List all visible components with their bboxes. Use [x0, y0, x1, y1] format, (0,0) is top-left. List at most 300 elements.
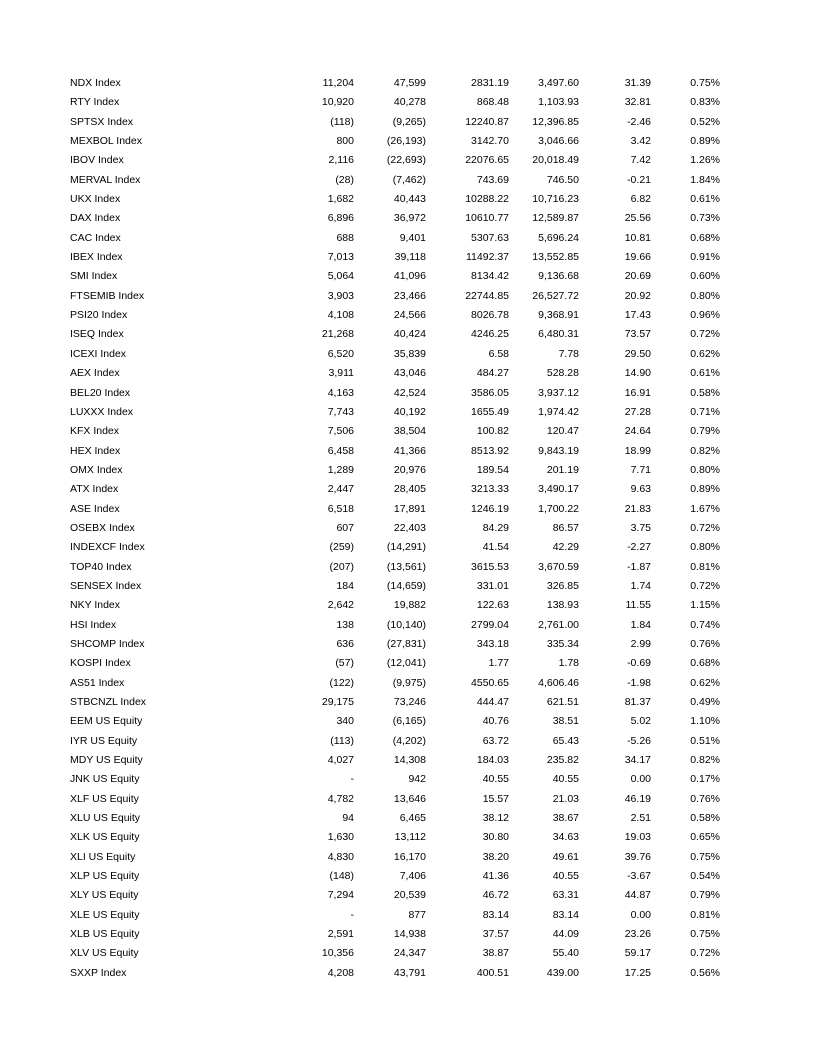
- table-cell: (148): [329, 870, 354, 883]
- table-row: [70, 654, 730, 673]
- table-cell: 13,646: [393, 792, 426, 805]
- table-cell: 23.26: [624, 928, 651, 941]
- table-cell: 2.51: [630, 812, 651, 825]
- table-cell: 27.28: [624, 405, 651, 418]
- table-cell: 35,839: [393, 347, 426, 360]
- row-label: SENSEX Index: [70, 579, 142, 592]
- table-cell: 2,447: [327, 483, 354, 496]
- table-cell: 24,566: [393, 309, 426, 322]
- table-cell: 40.55: [552, 773, 579, 786]
- table-cell: -5.26: [627, 734, 651, 747]
- table-cell: 15.57: [482, 792, 509, 805]
- table-row: [70, 500, 730, 519]
- row-label: LUXXX Index: [70, 405, 134, 418]
- row-label: SHCOMP Index: [70, 637, 145, 650]
- table-cell: (26,193): [386, 135, 426, 148]
- table-cell: 0.49%: [690, 696, 720, 708]
- table-cell: 81.37: [624, 696, 651, 708]
- row-label: SMI Index: [70, 270, 118, 283]
- table-row: [70, 74, 730, 93]
- row-label: PSI20 Index: [70, 309, 128, 322]
- table-cell: 73,246: [393, 696, 426, 708]
- row-label: XLB US Equity: [70, 928, 140, 941]
- table-cell: 1.84%: [690, 173, 720, 186]
- row-label: NDX Index: [70, 77, 121, 89]
- table-cell: 0.79%: [690, 425, 720, 438]
- table-cell: 7.71: [630, 463, 651, 476]
- table-cell: 235.82: [546, 754, 579, 767]
- table-row: [70, 558, 730, 577]
- table-cell: (4,202): [392, 734, 426, 747]
- table-cell: 5307.63: [471, 231, 509, 244]
- table-cell: 2,116: [328, 154, 354, 167]
- table-row: [70, 538, 730, 557]
- table-cell: 65.43: [552, 734, 579, 747]
- table-cell: (27,831): [386, 637, 426, 650]
- table-cell: 12,396.85: [532, 115, 579, 128]
- table-row: [70, 848, 730, 867]
- table-cell: -0.21: [627, 173, 651, 186]
- table-cell: 138.93: [546, 599, 579, 612]
- table-cell: 0.62%: [690, 676, 720, 689]
- table-row: [70, 596, 730, 615]
- table-row: [70, 906, 730, 925]
- row-label: OMX Index: [70, 463, 123, 476]
- table-cell: 2831.19: [471, 77, 509, 89]
- table-cell: 42,524: [393, 386, 426, 399]
- table-cell: 138: [336, 618, 354, 631]
- table-cell: 4,208: [327, 966, 354, 979]
- table-cell: -0.69: [627, 657, 651, 670]
- table-cell: 484.27: [476, 367, 509, 380]
- row-label: XLY US Equity: [70, 889, 139, 902]
- table-cell: 20.69: [624, 270, 651, 283]
- table-cell: 743.69: [476, 173, 509, 186]
- table-cell: 41.54: [482, 541, 509, 554]
- table-row: [70, 267, 730, 286]
- table-cell: 3.75: [630, 521, 651, 534]
- table-row: [70, 809, 730, 828]
- table-cell: 4550.65: [471, 676, 509, 689]
- table-cell: 38.51: [552, 715, 579, 728]
- table-cell: 94: [342, 812, 354, 825]
- table-cell: 0.00: [630, 773, 651, 786]
- table-row: [70, 770, 730, 789]
- table-cell: 5.02: [630, 715, 651, 728]
- table-cell: (28): [335, 173, 354, 186]
- table-cell: 0.73%: [690, 212, 720, 225]
- table-cell: 24.64: [624, 425, 651, 438]
- table-cell: 20,976: [393, 463, 426, 476]
- row-label: INDEXCF Index: [70, 541, 145, 554]
- table-cell: 46.19: [624, 792, 651, 805]
- table-cell: 7,013: [327, 251, 354, 264]
- table-cell: 0.89%: [690, 483, 720, 496]
- table-cell: 22744.85: [465, 289, 509, 302]
- table-cell: 3.42: [630, 135, 651, 148]
- table-cell: 2,591: [327, 928, 354, 941]
- table-cell: 0.83%: [690, 96, 720, 109]
- row-label: ICEXI Index: [70, 347, 127, 360]
- table-cell: 6,520: [327, 347, 354, 360]
- table-cell: -: [350, 908, 354, 921]
- table-cell: 1.15%: [690, 599, 720, 612]
- row-label: XLI US Equity: [70, 850, 136, 863]
- table-cell: 9,401: [399, 231, 426, 244]
- table-cell: 40.55: [552, 870, 579, 883]
- table-row: [70, 790, 730, 809]
- table-cell: 0.58%: [690, 386, 720, 399]
- table-cell: 120.47: [546, 425, 579, 438]
- table-cell: 0.76%: [690, 637, 720, 650]
- table-cell: 0.80%: [690, 289, 720, 302]
- table-row: [70, 132, 730, 151]
- table-cell: 1.78: [558, 657, 579, 670]
- table-cell: 0.81%: [690, 560, 720, 573]
- table-cell: 0.76%: [690, 792, 720, 805]
- table-cell: 2,642: [327, 599, 354, 612]
- table-cell: 42.29: [552, 541, 579, 554]
- table-cell: 25.56: [624, 212, 651, 225]
- row-label: FTSEMIB Index: [70, 289, 145, 302]
- table-cell: 3,046.66: [538, 135, 579, 148]
- table-cell: 14.90: [624, 367, 651, 380]
- row-label: AS51 Index: [70, 676, 125, 689]
- table-cell: 10288.22: [465, 193, 509, 206]
- table-cell: 30.80: [482, 831, 509, 844]
- table-cell: 16.91: [624, 386, 651, 399]
- table-cell: 38.87: [482, 947, 509, 960]
- table-cell: 40,192: [393, 405, 426, 418]
- row-label: IBOV Index: [70, 154, 124, 167]
- table-cell: 326.85: [546, 579, 579, 592]
- table-row: [70, 616, 730, 635]
- table-row: [70, 674, 730, 693]
- table-cell: 343.18: [476, 637, 509, 650]
- table-cell: 0.52%: [690, 115, 720, 128]
- table-cell: 0.54%: [690, 870, 720, 883]
- table-cell: (57): [335, 657, 354, 670]
- table-cell: 7.78: [558, 347, 579, 360]
- table-row: [70, 635, 730, 654]
- table-cell: 0.58%: [690, 812, 720, 825]
- table-cell: 41,096: [393, 270, 426, 283]
- table-cell: 10,920: [321, 96, 354, 109]
- table-cell: 47,599: [393, 77, 426, 89]
- table-cell: 4246.25: [471, 328, 509, 341]
- row-label: MDY US Equity: [70, 754, 143, 767]
- table-cell: (9,975): [392, 676, 426, 689]
- table-cell: 6,896: [327, 212, 354, 225]
- table-cell: 3615.53: [471, 560, 509, 573]
- table-cell: 0.82%: [690, 754, 720, 767]
- table-cell: 400.51: [476, 966, 509, 979]
- table-cell: 38.20: [482, 850, 509, 863]
- table-cell: 34.17: [624, 754, 651, 767]
- table-cell: 23,466: [393, 289, 426, 302]
- row-label: AEX Index: [70, 367, 120, 380]
- table-cell: 0.75%: [690, 850, 720, 863]
- table-cell: 7,294: [327, 889, 354, 902]
- table-cell: 12240.87: [465, 115, 509, 128]
- table-cell: 122.63: [476, 599, 509, 612]
- table-cell: 21.03: [552, 792, 579, 805]
- table-cell: 36,972: [393, 212, 426, 225]
- table-row: [70, 190, 730, 209]
- row-label: XLV US Equity: [70, 947, 139, 960]
- table-cell: 10,716.23: [532, 193, 579, 206]
- table-cell: 39,118: [394, 251, 426, 264]
- row-label: XLK US Equity: [70, 831, 140, 844]
- table-row: [70, 442, 730, 461]
- row-label: SPTSX Index: [70, 115, 134, 128]
- table-cell: 0.65%: [690, 831, 720, 844]
- table-cell: 0.68%: [690, 657, 720, 670]
- table-cell: 3142.70: [471, 135, 509, 148]
- table-cell: 0.75%: [690, 928, 720, 941]
- table-row: [70, 325, 730, 344]
- table-cell: -3.67: [627, 870, 651, 883]
- table-cell: 340: [336, 715, 354, 728]
- row-label: XLU US Equity: [70, 812, 141, 825]
- row-label: MERVAL Index: [70, 173, 141, 186]
- table-cell: 13,112: [394, 831, 426, 844]
- table-cell: 335.34: [546, 637, 579, 650]
- table-cell: 0.80%: [690, 541, 720, 554]
- table-cell: -1.87: [627, 560, 651, 573]
- table-cell: 4,830: [327, 850, 354, 863]
- table-cell: 1655.49: [471, 405, 509, 418]
- table-cell: 83.14: [552, 908, 579, 921]
- table-cell: (12,041): [386, 657, 426, 670]
- table-cell: 868.48: [476, 96, 509, 109]
- table-row: [70, 751, 730, 770]
- table-cell: (118): [330, 115, 354, 128]
- table-cell: 31.39: [624, 77, 651, 89]
- table-cell: 21.83: [624, 502, 651, 515]
- table-cell: 5,064: [327, 270, 354, 283]
- table-cell: -: [350, 773, 354, 786]
- table-cell: 0.61%: [690, 193, 720, 206]
- table-cell: 24,347: [393, 947, 426, 960]
- table-cell: 10610.77: [465, 212, 509, 225]
- table-cell: 44.87: [624, 889, 651, 902]
- row-label: UKX Index: [70, 193, 121, 206]
- table-cell: 44.09: [552, 928, 579, 941]
- table-cell: 14,308: [393, 754, 426, 767]
- table-cell: 0.72%: [690, 947, 720, 960]
- table-cell: 1,700.22: [538, 502, 579, 515]
- table-cell: 1246.19: [471, 502, 509, 515]
- table-cell: 55.40: [552, 947, 579, 960]
- table-row: [70, 732, 730, 751]
- table-cell: 331.01: [476, 579, 509, 592]
- table-cell: 22076.65: [465, 154, 509, 167]
- row-label: NKY Index: [70, 599, 121, 612]
- table-cell: 0.82%: [690, 444, 720, 457]
- table-cell: 7,406: [399, 870, 426, 883]
- table-cell: 29.50: [624, 347, 651, 360]
- table-cell: (122): [329, 676, 354, 689]
- table-row: [70, 519, 730, 538]
- table-cell: 0.56%: [690, 966, 720, 979]
- table-row: [70, 964, 730, 983]
- table-cell: 21,268: [321, 328, 354, 341]
- table-cell: (259): [329, 541, 354, 554]
- table-cell: 37.57: [482, 928, 509, 941]
- table-cell: 16,170: [393, 850, 426, 863]
- table-cell: 0.89%: [690, 135, 720, 148]
- table-cell: 41.36: [482, 870, 509, 883]
- table-row: [70, 93, 730, 112]
- table-cell: 18.99: [624, 444, 651, 457]
- table-row: [70, 693, 730, 712]
- table-row: [70, 828, 730, 847]
- row-label: EEM US Equity: [70, 715, 143, 728]
- table-row: [70, 384, 730, 403]
- table-cell: 800: [336, 135, 354, 148]
- table-cell: 439.00: [546, 966, 579, 979]
- table-cell: 6.58: [488, 347, 509, 360]
- table-cell: 5,696.24: [538, 231, 579, 244]
- row-label: IYR US Equity: [70, 734, 138, 747]
- table-cell: 4,108: [327, 309, 354, 322]
- table-cell: 19,882: [393, 599, 426, 612]
- table-cell: 13,552.85: [532, 251, 579, 264]
- table-cell: 17.25: [624, 966, 651, 979]
- table-cell: 73.57: [624, 328, 651, 341]
- table-cell: 3,670.59: [538, 560, 579, 573]
- table-cell: 20,539: [393, 889, 426, 902]
- table-cell: 0.96%: [690, 309, 720, 322]
- table-cell: (14,659): [386, 579, 426, 592]
- table-cell: 0.62%: [690, 347, 720, 360]
- row-label: MEXBOL Index: [70, 135, 142, 148]
- table-cell: 9,843.19: [538, 444, 579, 457]
- table-row: [70, 209, 730, 228]
- table-row: [70, 113, 730, 132]
- table-cell: 19.66: [624, 251, 651, 264]
- table-cell: 189.54: [476, 463, 509, 476]
- table-cell: 6,465: [399, 812, 426, 825]
- table-cell: 0.79%: [690, 889, 720, 902]
- table-cell: 100.82: [476, 425, 509, 438]
- table-cell: 26,527.72: [532, 289, 579, 302]
- table-cell: 201.19: [546, 463, 579, 476]
- table-row: [70, 287, 730, 306]
- table-cell: 0.75%: [690, 77, 720, 89]
- table-row: [70, 151, 730, 170]
- table-cell: 0.51%: [690, 734, 720, 747]
- table-cell: 34.63: [552, 831, 579, 844]
- table-cell: 39.76: [624, 850, 651, 863]
- table-cell: 4,027: [327, 754, 354, 767]
- table-cell: 11.55: [625, 599, 651, 612]
- table-cell: 621.51: [546, 696, 579, 708]
- table-cell: 1.67%: [690, 502, 720, 515]
- table-cell: 0.68%: [690, 231, 720, 244]
- table-cell: 29,175: [321, 696, 354, 708]
- table-cell: (9,265): [392, 115, 426, 128]
- table-cell: 40,443: [393, 193, 426, 206]
- table-cell: 63.72: [482, 734, 509, 747]
- table-cell: 6.82: [630, 193, 651, 206]
- table-cell: (13,561): [386, 560, 426, 573]
- table-row: [70, 306, 730, 325]
- table-row: [70, 403, 730, 422]
- row-label: SXXP Index: [70, 966, 127, 979]
- table-row: [70, 925, 730, 944]
- row-label: RTY Index: [70, 96, 120, 109]
- table-cell: 636: [336, 637, 354, 650]
- table-row: [70, 345, 730, 364]
- table-cell: 17,891: [393, 502, 426, 515]
- table-cell: 0.72%: [690, 328, 720, 341]
- table-cell: 0.80%: [690, 463, 720, 476]
- table-cell: (22,693): [386, 154, 426, 167]
- table-cell: 0.00: [630, 908, 651, 921]
- table-cell: 3,497.60: [538, 77, 579, 89]
- table-cell: 607: [336, 521, 354, 534]
- row-label: KOSPI Index: [70, 657, 131, 670]
- table-cell: 4,163: [327, 386, 354, 399]
- table-row: [70, 171, 730, 190]
- table-cell: 6,518: [327, 502, 354, 515]
- table-cell: 84.29: [482, 521, 509, 534]
- row-label: ASE Index: [70, 502, 120, 515]
- table-cell: 7.42: [630, 154, 651, 167]
- table-cell: 0.17%: [690, 773, 720, 786]
- row-label: CAC Index: [70, 231, 121, 244]
- table-row: [70, 886, 730, 905]
- row-label: XLP US Equity: [70, 870, 140, 883]
- row-label: XLF US Equity: [70, 792, 139, 805]
- row-label: STBCNZL Index: [70, 696, 147, 708]
- table-cell: 17.43: [624, 309, 651, 322]
- table-row: [70, 944, 730, 963]
- table-cell: 1.84: [630, 618, 651, 631]
- table-row: [70, 461, 730, 480]
- table-cell: 43,046: [393, 367, 426, 380]
- table-cell: -2.46: [627, 115, 651, 128]
- table-row: [70, 248, 730, 267]
- table-cell: 1.26%: [690, 154, 720, 167]
- table-cell: 43,791: [393, 966, 426, 979]
- table-cell: (6,165): [392, 715, 426, 728]
- table-cell: 4,782: [327, 792, 354, 805]
- table-cell: 6,458: [327, 444, 354, 457]
- table-cell: 20.92: [624, 289, 651, 302]
- data-table: [70, 74, 730, 983]
- table-cell: 0.71%: [690, 405, 720, 418]
- table-cell: 3,911: [328, 367, 354, 380]
- table-cell: 9,368.91: [538, 309, 579, 322]
- row-label: XLE US Equity: [70, 908, 140, 921]
- table-row: [70, 229, 730, 248]
- table-cell: 444.47: [476, 696, 509, 708]
- table-cell: 12,589.87: [532, 212, 579, 225]
- table-cell: 3586.05: [471, 386, 509, 399]
- table-cell: 32.81: [624, 96, 651, 109]
- table-cell: 2799.04: [471, 618, 509, 631]
- table-cell: 28,405: [393, 483, 426, 496]
- table-cell: 7,743: [327, 405, 354, 418]
- table-cell: 40,424: [393, 328, 426, 341]
- table-cell: 6,480.31: [538, 328, 579, 341]
- table-cell: 22,403: [393, 521, 426, 534]
- table-cell: 10.81: [624, 231, 651, 244]
- table-cell: (10,140): [386, 618, 426, 631]
